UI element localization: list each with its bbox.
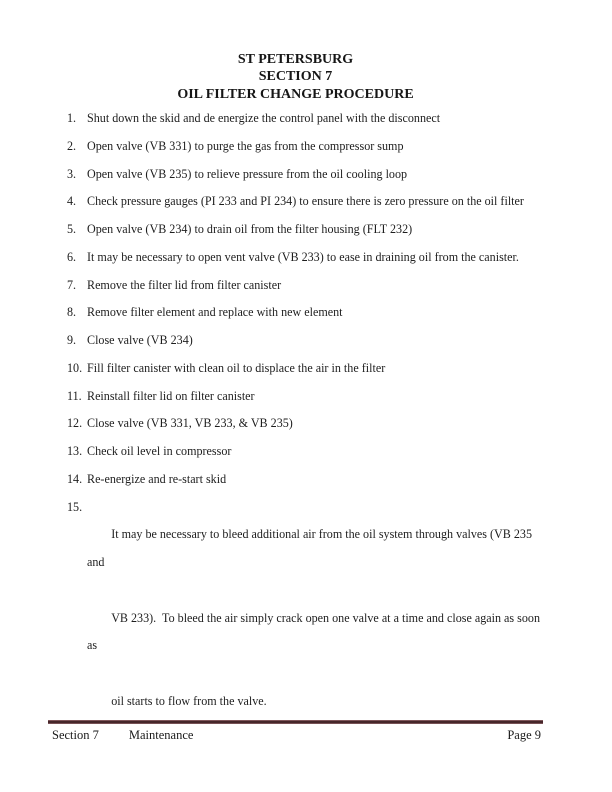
list-item-text: Open valve (VB 331) to purge the gas from the compressor sump <box>87 138 404 153</box>
list-item-7 <box>67 272 545 300</box>
list-item-1 <box>67 105 545 133</box>
page-footer <box>48 728 543 743</box>
list-item-text: Remove the filter lid from filter canister <box>87 277 282 292</box>
list-item-15 <box>67 494 545 744</box>
list-item-number: 11. <box>67 388 82 403</box>
list-item-number: 2. <box>67 138 77 153</box>
list-item-text: Close valve (VB 234) <box>87 333 193 347</box>
list-item-3 <box>67 161 545 189</box>
list-item-9 <box>67 327 545 355</box>
list-item-number: 8. <box>67 305 77 320</box>
list-item-15-line-3: oil starts to flow from the valve. <box>111 693 267 708</box>
title-line-section: SECTION 7 <box>258 69 333 85</box>
footer-doc-type-label: Maintenance <box>128 728 194 742</box>
footer-page-number: Page 9 <box>507 728 541 742</box>
list-item-5 <box>67 216 545 244</box>
list-item-number: 13. <box>67 444 83 458</box>
list-item-number: 14. <box>67 471 83 486</box>
list-item-number: 7. <box>67 277 77 292</box>
list-item-4 <box>67 188 545 216</box>
list-item-text: Check oil level in compressor <box>87 444 232 458</box>
list-item-number: 1. <box>67 111 77 125</box>
title-block <box>48 51 543 103</box>
list-item-number: 9. <box>67 333 77 347</box>
list-item-10 <box>67 355 545 383</box>
list-item-text: Fill filter canister with clean oil to displace the air in the filter <box>87 360 386 375</box>
list-item-number: 6. <box>67 249 77 264</box>
list-item-2 <box>67 133 545 161</box>
list-item-number: 12. <box>67 416 83 431</box>
list-item-number: 5. <box>67 222 77 236</box>
list-item-number: 3. <box>67 166 77 181</box>
procedure-list <box>67 105 545 743</box>
list-item-text: It may be necessary to open vent valve (VB 233) to ease in draining oil from the canister. <box>87 249 519 264</box>
list-item-number: 10. <box>67 360 83 375</box>
list-item-13 <box>67 438 545 466</box>
list-item-text <box>87 494 545 744</box>
list-item-text: Open valve (VB 234) to drain oil from the filter housing (FLT 232) <box>87 222 413 236</box>
list-item-text: Shut down the skid and de energize the control panel with the disconnect <box>87 111 441 125</box>
list-item-12 <box>67 410 545 438</box>
title-line-city: ST PETERSBURG <box>237 52 354 67</box>
list-item-8 <box>67 299 545 327</box>
list-item-6 <box>67 244 545 272</box>
footer-rule <box>48 720 543 724</box>
title-line-procedure: OIL FILTER CHANGE PROCEDURE <box>177 86 414 102</box>
list-item-text: Re-energize and re-start skid <box>87 471 227 486</box>
list-item-text: Open valve (VB 235) to relieve pressure from the oil cooling loop <box>87 166 408 181</box>
list-item-14 <box>67 466 545 494</box>
list-item-11 <box>67 383 545 411</box>
list-item-number: 15. <box>67 499 83 514</box>
list-item-text: Reinstall filter lid on filter canister <box>87 388 255 403</box>
list-item-15-line-2: VB 233). To bleed the air simply crack open one valve at a time and close again as soon as <box>87 610 544 653</box>
list-item-15-line-1: It may be necessary to bleed additional air from the oil system through valves (VB 235 and <box>87 527 536 569</box>
list-item-text: Remove filter element and replace with new element <box>87 305 343 320</box>
list-item-text: Close valve (VB 331, VB 233, & VB 235) <box>87 416 293 431</box>
footer-section-label: Section 7 <box>52 728 99 742</box>
list-item-number: 4. <box>67 194 77 209</box>
list-item-text: Check pressure gauges (PI 233 and PI 234) to ensure there is zero pressure on the oil filter <box>87 194 524 209</box>
